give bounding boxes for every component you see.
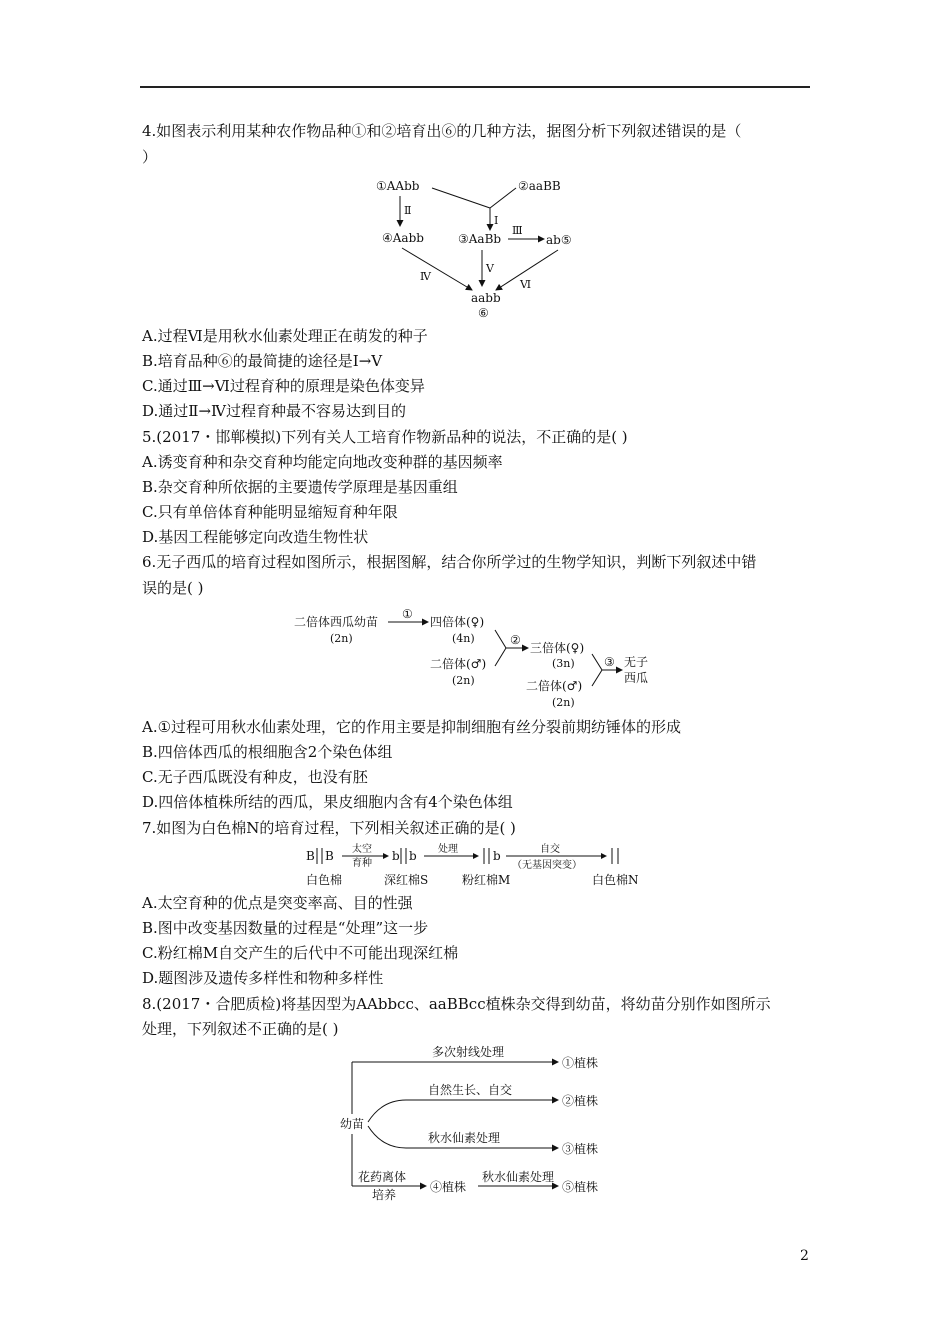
q8-figure bbox=[336, 1042, 626, 1207]
q4-label-4: Ⅳ bbox=[420, 270, 431, 283]
q4-node-2: ②aaBB bbox=[518, 179, 561, 193]
q6-tetraploid-ploidy: (4n) bbox=[452, 632, 475, 645]
q6-option-c: C.无子西瓜既没有种皮，也没有胚 bbox=[142, 768, 368, 786]
q8-branch-3: 秋水仙素处理 bbox=[428, 1131, 501, 1145]
q6-seedless-2: 西瓜 bbox=[624, 671, 649, 685]
q4-label-6: Ⅵ bbox=[520, 278, 532, 291]
q6-figure bbox=[290, 604, 670, 714]
q8-plant-1: ①植株 bbox=[562, 1056, 599, 1070]
q7-gene-2: b bbox=[392, 849, 400, 863]
q4-node-4: ④Aabb bbox=[382, 231, 424, 245]
q4-node-5: ab⑤ bbox=[546, 233, 572, 247]
q8-plant-5: ⑤植株 bbox=[562, 1180, 599, 1194]
q6-seedling-ploidy: (2n) bbox=[330, 632, 353, 645]
q4-option-b: B.培育品种⑥的最简捷的途径是Ⅰ→Ⅴ bbox=[142, 352, 383, 370]
q6-step-3: ③ bbox=[604, 655, 615, 669]
q6-diploid-male-2: 二倍体(♂) bbox=[526, 679, 583, 693]
q8-branch-1: 多次射线处理 bbox=[432, 1045, 505, 1059]
q6-seedling: 二倍体西瓜幼苗 bbox=[294, 615, 379, 629]
q6-tetraploid: 四倍体(♀) bbox=[430, 615, 485, 629]
q7-option-d: D.题图涉及遗传多样性和物种多样性 bbox=[142, 969, 384, 987]
q6-option-b: B.四倍体西瓜的根细胞含2个染色体组 bbox=[142, 743, 393, 761]
q7-option-b: B.图中改变基因数量的过程是“处理”这一步 bbox=[142, 919, 429, 937]
q6-option-a: A.①过程可用秋水仙素处理，它的作用主要是抑制细胞有丝分裂前期纺锤体的形成 bbox=[142, 718, 682, 736]
q4-option-a: A.过程Ⅵ是用秋水仙素处理正在萌发的种子 bbox=[142, 327, 428, 345]
q8-root: 幼苗 bbox=[340, 1117, 365, 1131]
q8-stem: 8.(2017・合肥质检)将基因型为AAbbcc、aaBBcc植株杂交得到幼苗，将幼苗分别作如图所示 bbox=[142, 995, 771, 1013]
q8-plant-2: ②植株 bbox=[562, 1094, 599, 1108]
q7-option-a: A.太空育种的优点是突变率高、目的性强 bbox=[142, 894, 413, 912]
q5-option-a: A.诱变育种和杂交育种均能定向地改变种群的基因频率 bbox=[142, 453, 503, 471]
q6-stem-cont: 误的是( ) bbox=[142, 579, 204, 597]
q7-caption-3: 粉红棉M bbox=[462, 873, 511, 887]
q4-node-6: aabb bbox=[471, 291, 501, 305]
q7-gene-1b: B bbox=[325, 849, 334, 863]
q7-gene-1: B bbox=[306, 849, 315, 863]
q6-step-2: ② bbox=[510, 633, 521, 647]
q7-stem: 7.如图为白色棉N的培育过程，下列相关叙述正确的是( ) bbox=[142, 819, 516, 837]
q7-caption-2: 深红棉S bbox=[384, 873, 429, 887]
q4-node-6-mark: ⑥ bbox=[478, 306, 489, 320]
q8-branch-4-cont: 培养 bbox=[372, 1188, 397, 1202]
q6-triploid: 三倍体(♀) bbox=[530, 641, 585, 655]
q7-caption-1: 白色棉 bbox=[306, 873, 343, 887]
q6-triploid-ploidy: (3n) bbox=[552, 657, 575, 670]
q6-step-1: ① bbox=[402, 607, 413, 621]
q4-figure bbox=[360, 172, 590, 322]
page-number: 2 bbox=[800, 1248, 809, 1264]
q4-label-3: Ⅲ bbox=[512, 224, 523, 237]
q7-arrow-1-bot: 育种 bbox=[352, 858, 372, 869]
q8-branch-2: 自然生长、自交 bbox=[428, 1083, 513, 1097]
q7-arrow-3-top: 自交 bbox=[540, 844, 560, 855]
q4-option-c: C.通过Ⅲ→Ⅵ过程育种的原理是染色体变异 bbox=[142, 377, 425, 395]
q4-option-d: D.通过Ⅱ→Ⅳ过程育种最不容易达到目的 bbox=[142, 402, 407, 420]
q4-label-1: Ⅰ bbox=[494, 214, 499, 227]
q4-label-2: Ⅱ bbox=[404, 204, 412, 217]
q7-caption-4: 白色棉N bbox=[592, 873, 639, 887]
q6-diploid-male-1-ploidy: (2n) bbox=[452, 674, 475, 687]
q6-stem: 6.无子西瓜的培育过程如图所示，根据图解，结合你所学过的生物学知识，判断下列叙述中错 bbox=[142, 553, 757, 571]
q4-stem-cont: ） bbox=[142, 148, 158, 166]
q5-option-b: B.杂交育种所依据的主要遗传学原理是基因重组 bbox=[142, 478, 458, 496]
q5-option-d: D.基因工程能够定向改造生物性状 bbox=[142, 528, 369, 546]
q8-plant-4: ④植株 bbox=[430, 1180, 467, 1194]
q6-diploid-male-1: 二倍体(♂) bbox=[430, 657, 487, 671]
q6-option-d: D.四倍体植株所结的西瓜，果皮细胞内含有4个染色体组 bbox=[142, 793, 513, 811]
q6-seedless-1: 无子 bbox=[624, 655, 649, 669]
q8-plant-3: ③植株 bbox=[562, 1142, 599, 1156]
q7-arrow-2-top: 处理 bbox=[438, 844, 458, 855]
q4-stem: 4.如图表示利用某种农作物品种①和②培育出⑥的几种方法，据图分析下列叙述错误的是（ bbox=[142, 122, 742, 140]
q5-option-c: C.只有单倍体育种能明显缩短育种年限 bbox=[142, 503, 398, 521]
q8-branch-4: 花药离体 bbox=[358, 1170, 407, 1184]
q7-arrow-1-top: 太空 bbox=[352, 844, 372, 855]
q5-stem: 5.(2017・邯郸模拟)下列有关人工培育作物新品种的说法，不正确的是( ) bbox=[142, 428, 628, 446]
q7-option-c: C.粉红棉M自交产生的后代中不可能出现深红棉 bbox=[142, 944, 459, 962]
q7-figure bbox=[300, 840, 650, 890]
q6-diploid-male-2-ploidy: (2n) bbox=[552, 696, 575, 709]
q7-gene-3: b bbox=[493, 849, 501, 863]
q4-label-5: Ⅴ bbox=[486, 262, 494, 275]
q4-node-1: ①AAbb bbox=[376, 179, 420, 193]
q8-stem-cont: 处理，下列叙述不正确的是( ) bbox=[142, 1020, 339, 1038]
q7-gene-2b: b bbox=[409, 849, 417, 863]
q4-node-3: ③AaBb bbox=[458, 232, 502, 246]
q8-branch-5: 秋水仙素处理 bbox=[482, 1170, 555, 1184]
q7-arrow-3-bot: （无基因突变） bbox=[512, 860, 582, 871]
header-rule bbox=[140, 86, 810, 88]
